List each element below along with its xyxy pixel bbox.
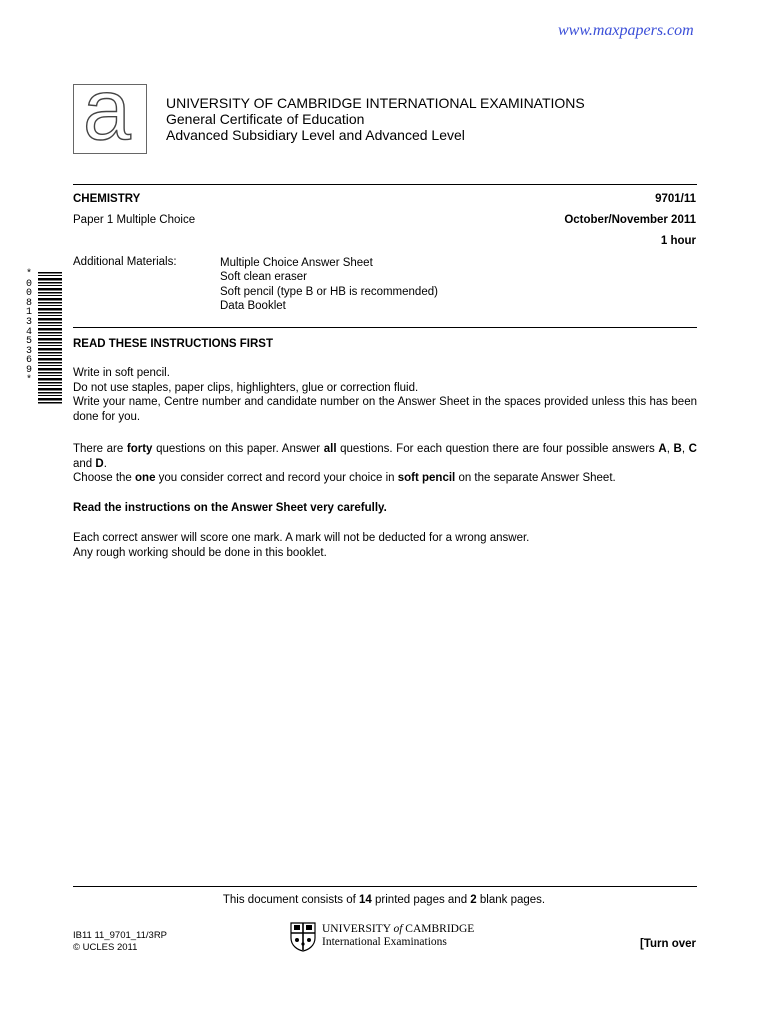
ref-code: IB11 11_9701_11/3RP xyxy=(73,930,168,941)
divider-footer xyxy=(73,886,697,887)
ucam-wordmark: UNIVERSITY of CAMBRIDGE International Examinations xyxy=(322,923,475,948)
instructions-heading: READ THESE INSTRUCTIONS FIRST xyxy=(73,338,273,350)
material-item: Soft clean eraser xyxy=(220,271,307,284)
header-line-2: General Certificate of Education xyxy=(166,111,365,127)
material-item: Multiple Choice Answer Sheet xyxy=(220,257,373,269)
watermark-link[interactable]: www.maxpapers.com xyxy=(558,22,694,39)
document-reference xyxy=(73,930,167,953)
page-count-note: This document consists of 14 printed pages and 2 blank pages. xyxy=(222,894,546,906)
material-item: Soft pencil (type B or HB is recommended) xyxy=(220,285,438,298)
answer-sheet-warning: Read the instructions on the Answer Sheet very carefully. xyxy=(73,502,387,514)
divider-instructions xyxy=(73,327,697,328)
subject-title: CHEMISTRY xyxy=(73,193,141,205)
cambridge-a-logo xyxy=(73,62,147,158)
paper-title: Paper 1 Multiple Choice xyxy=(73,214,196,226)
paper-code: 9701/11 xyxy=(655,193,696,205)
exam-board-header xyxy=(166,95,585,143)
divider-top xyxy=(73,184,697,185)
barcode-bars xyxy=(38,272,62,404)
university-of-cambridge-logo xyxy=(290,922,475,957)
candidate-barcode xyxy=(23,270,63,408)
logo-letter: a xyxy=(83,62,131,158)
instructions-paragraph-4: Each correct answer will score one mark. A mark will not be deducted for a wrong answer. Any rough working should be done in this booklet. xyxy=(73,532,530,559)
instructions-paragraph-1: Write in soft pencil. Do not use staples, paper clips, highlighters, glue or correction fluid. Write your name, Centre number and candidate number on the Answer Sheet in the spaces provided unless this has been done for you. xyxy=(73,367,697,423)
header-line-1: UNIVERSITY OF CAMBRIDGE INTERNATIONAL EXAMINATIONS xyxy=(166,95,585,111)
materials-label: Additional Materials: xyxy=(73,256,177,268)
copyright: © UCLES 2011 xyxy=(73,941,138,953)
instructions-paragraph-2: There are forty questions on this paper. Answer all questions. For each question there are four possible answers A, B, C and D. Choose the one you consider correct and record your choice in soft pencil on the separate Answer Sheet. xyxy=(73,443,697,485)
turn-over-note: [Turn over xyxy=(639,938,696,950)
barcode-digits: * 0 0 8 1 3 4 5 3 6 9 * xyxy=(25,269,32,386)
exam-session: October/November 2011 xyxy=(564,214,696,226)
material-item: Data Booklet xyxy=(220,299,286,312)
header-line-3: Advanced Subsidiary Level and Advanced Level xyxy=(166,127,465,143)
exam-duration: 1 hour xyxy=(660,235,696,247)
crest-icon xyxy=(290,922,316,952)
materials-list xyxy=(220,256,438,313)
